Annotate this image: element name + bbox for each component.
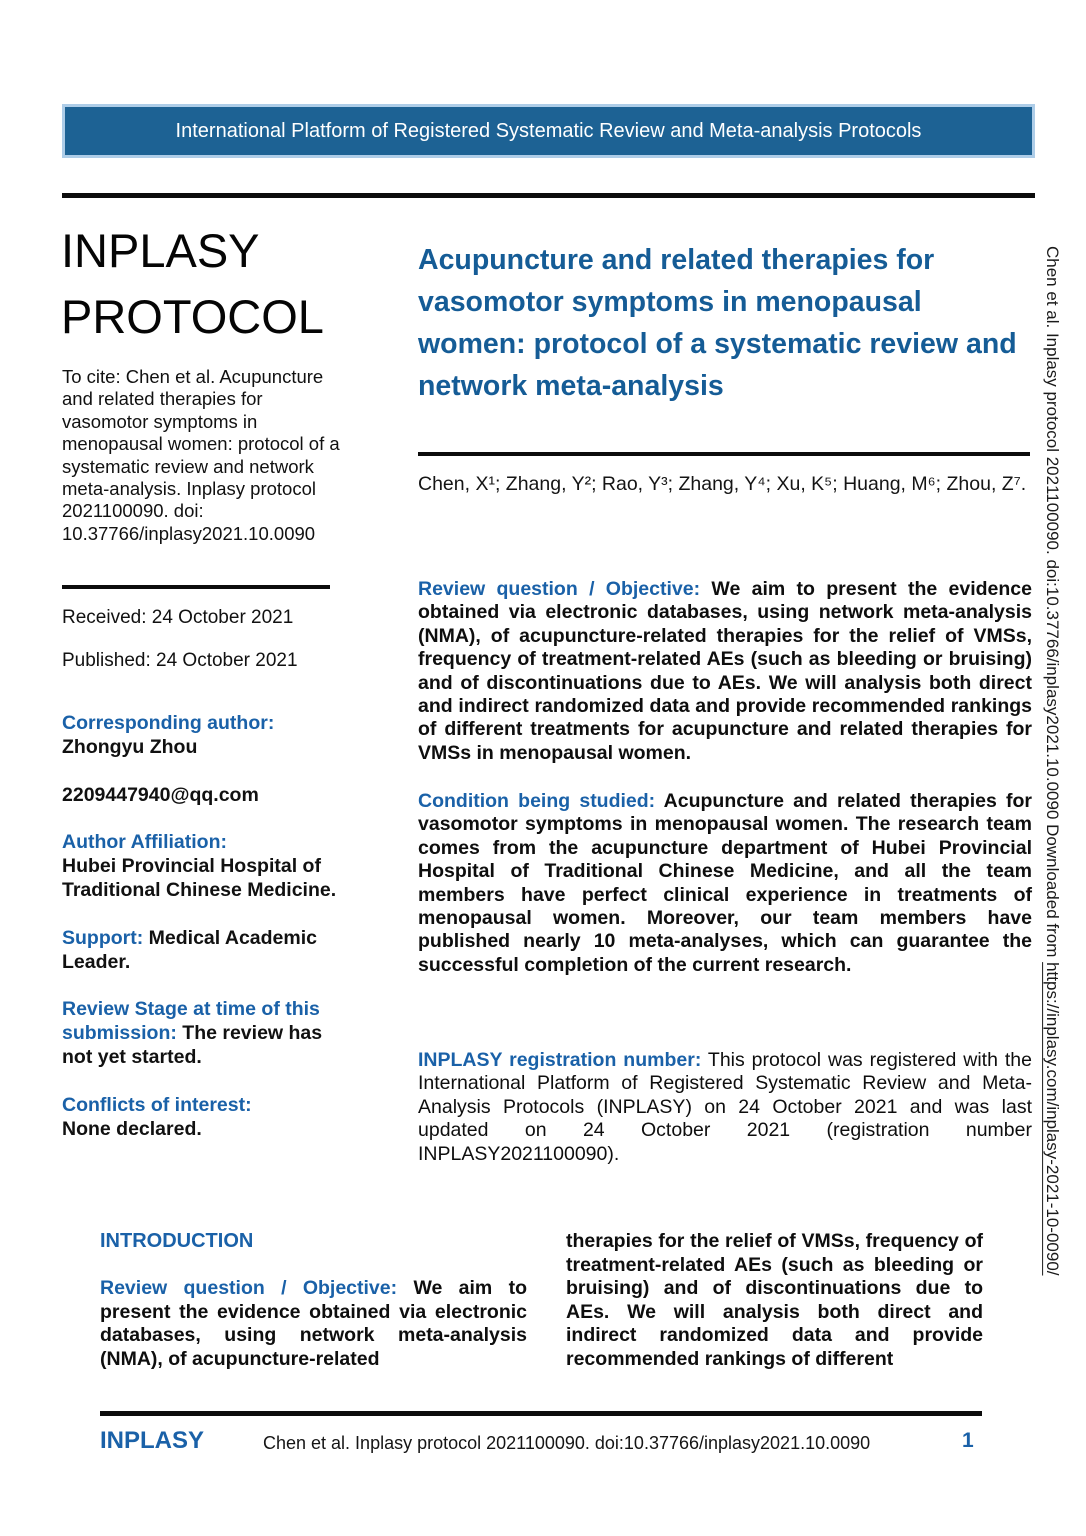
introduction-heading: INTRODUCTION [100, 1230, 254, 1252]
introduction-left-column [100, 1230, 527, 1371]
review-stage-label: Review Stage at time of this submission: [62, 998, 320, 1044]
introduction-left-label: Review question / Objective: [100, 1277, 398, 1299]
platform-banner-text: International Platform of Registered Systematic Review and Meta-analysis Protocols [175, 120, 922, 142]
review-stage-value: The review has not yet started. [62, 1022, 323, 1068]
affiliation-label: Author Affiliation: [62, 831, 227, 853]
review-stage-block [62, 997, 352, 1069]
introduction-right-text: therapies for the relief of VMSs, frequency of treatment-related AEs (such as bleeding or bruising) and of discontinuations due to AEs. We will analysis both direct and indirect randomized data and provide recommended rankings of different [566, 1230, 983, 1370]
condition-paragraph [418, 790, 1032, 977]
registration-text: This protocol was registered with the International Platform of Registered Systematic Review and Meta-Analysis Protocols (INPLASY) on 24 October 2021 and was last updated on 24 October 2021 (registration number INPLASY2021100090). [418, 1049, 1032, 1165]
email-link[interactable]: 2209447940@qq.com [62, 784, 259, 806]
title-divider [418, 452, 1030, 456]
registration-paragraph [418, 1049, 1032, 1166]
masthead-line1: INPLASY [61, 224, 260, 277]
published-date: Published: 24 October 2021 [62, 650, 298, 671]
review-question-paragraph [418, 578, 1032, 765]
rotated-side-note [1042, 246, 1062, 1421]
review-question-label: Review question / Objective: [418, 578, 701, 600]
support-block [62, 926, 352, 974]
side-note-text: Chen et al. Inplasy protocol 2021100090. doi:10.37766/inplasy2021.10.0090 Downloaded from [1043, 246, 1062, 963]
to-cite-text: To cite: Chen et al. Acupuncture and related therapies for vasomotor symptoms in menopausal women: protocol of a systematic review and network meta-analysis. Inplasy protocol 2021100090. doi: 10.37766/inplasy2021.10.0090 [62, 366, 340, 544]
conflicts-value: None declared. [62, 1118, 202, 1140]
page-number: 1 [962, 1429, 974, 1452]
corresponding-author-name: Zhongyu Zhou [62, 736, 198, 758]
article-title: Acupuncture and related therapies for vasomotor symptoms in menopausal women: protocol of a systematic review and network meta-analysis [418, 244, 1017, 402]
introduction-left-paragraph [100, 1277, 527, 1371]
condition-text: Acupuncture and related therapies for vasomotor symptoms in menopausal women. The research team comes from the acupuncture department of Hubei Provincial Hospital of Traditional Chinese Medicine, and all the team members have perfect clinical experience in treatments of menopausal women. Moreover, our team members have published nearly 10 meta-analyses, which can guarantee the successful completion of the current research. [418, 790, 1032, 976]
top-divider [62, 193, 1035, 198]
affiliation-value: Hubei Provincial Hospital of Traditional Chinese Medicine. [62, 855, 337, 901]
corresponding-author-email-block [62, 783, 352, 807]
corresponding-author-block [62, 711, 352, 759]
side-note-url-link[interactable]: https://inplasy.com/inplasy-2021-10-0090/ [1043, 962, 1062, 1276]
platform-banner [62, 104, 1035, 158]
author-list: Chen, X¹; Zhang, Y²; Rao, Y³; Zhang, Y⁴; Xu, K⁵; Huang, M⁶; Zhou, Z⁷. [418, 473, 1027, 495]
sidebar-divider [62, 585, 330, 589]
support-value: Medical Academic Leader. [62, 927, 318, 973]
registration-label: INPLASY registration number: [418, 1049, 702, 1071]
masthead-title [61, 218, 324, 350]
introduction-left-text: We aim to present the evidence obtained via electronic databases, using network meta-analysis (NMA), of acupuncture-related [100, 1277, 527, 1370]
affiliation-block [62, 830, 352, 902]
conflicts-label: Conflicts of interest: [62, 1094, 252, 1116]
conflicts-block [62, 1093, 352, 1141]
masthead-line2: PROTOCOL [61, 290, 324, 343]
introduction-right-column [566, 1230, 983, 1372]
corresponding-author-label: Corresponding author: [62, 712, 275, 734]
review-question-text: We aim to present the evidence obtained via electronic databases, using network meta-analysis (NMA), of acupuncture-related therapies for the relief of VMSs, frequency of treatment-related AEs (such as bleeding or bruising) and of discontinuations due to AEs. We will analysis both direct and indirect randomized data and provide recommended rankings of different treatments for acupuncture and related therapies for VMSs in menopausal women. [418, 578, 1032, 764]
footer-divider [100, 1411, 982, 1416]
support-label: Support: [62, 927, 144, 949]
condition-label: Condition being studied: [418, 790, 656, 812]
footer-brand: INPLASY [100, 1427, 205, 1454]
footer-citation: Chen et al. Inplasy protocol 2021100090. doi:10.37766/inplasy2021.10.0090 [263, 1433, 871, 1453]
received-date: Received: 24 October 2021 [62, 607, 294, 628]
